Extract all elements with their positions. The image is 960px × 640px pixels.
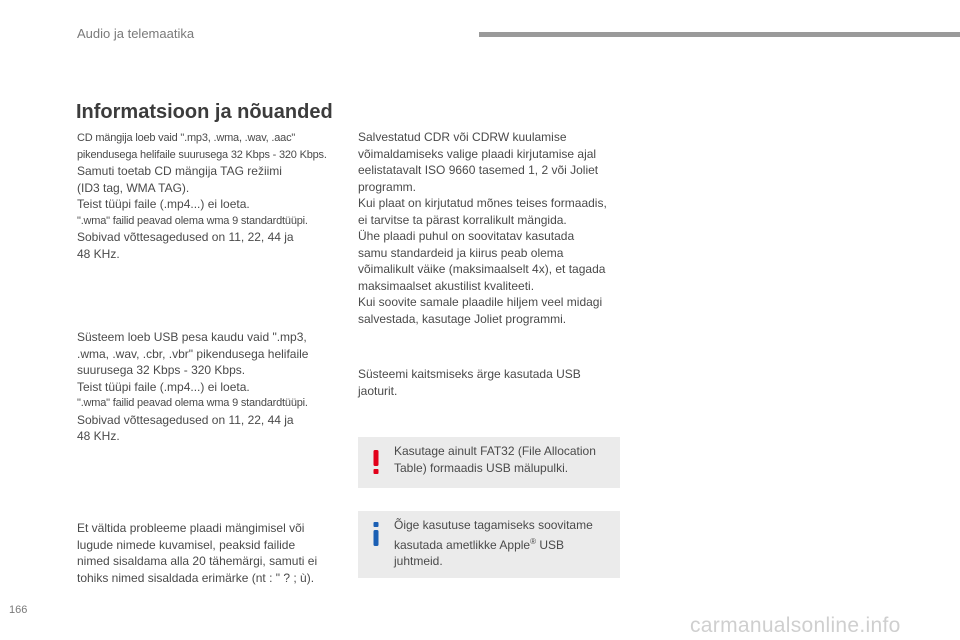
text-line: Kui plaat on kirjutatud mõnes teises formaadis,	[358, 196, 607, 210]
registered-mark: ®	[530, 536, 536, 546]
info-note-text	[394, 517, 608, 570]
text-line: Süsteem loeb USB pesa kaudu vaid ".mp3,	[77, 330, 307, 344]
text-line: CD mängija loeb vaid ".mp3, .wma, .wav, .aac"	[77, 132, 296, 144]
text-line: 48 KHz.	[77, 429, 120, 443]
text-line: Süsteemi kaitsmiseks ärge kasutada USB	[358, 367, 581, 381]
left-block-cd	[77, 130, 352, 262]
text-line: Ühe plaadi puhul on soovitatav kasutada	[358, 229, 575, 243]
warning-note-text	[394, 443, 608, 476]
text-line: samu standardeid ja kiirus peab olema	[358, 245, 564, 260]
text-line: Sobivad võttesagedused on 11, 22, 44 ja	[77, 412, 294, 427]
header-bar	[479, 32, 960, 37]
text-line: Õige kasutuse tagamiseks soovitame	[394, 518, 593, 532]
text-line: Table) formaadis USB mälupulki.	[394, 460, 569, 475]
left-block-usb	[77, 329, 352, 445]
text-line: Kui soovite samale plaadile hiljem veel midagi	[358, 295, 603, 309]
right-block-usb-hub	[358, 366, 628, 399]
info-bar	[374, 530, 379, 546]
text-line: jaoturit.	[358, 383, 398, 398]
text-line: nimed sisaldama alla 20 tähemärgi, samuti ei	[77, 554, 318, 568]
text-line: ".wma" failid peavad olema wma 9 standardtüüpi.	[77, 214, 308, 227]
exclamation-icon	[368, 449, 384, 475]
text-line: (ID3 tag, WMA TAG).	[77, 180, 190, 195]
page-title: Informatsioon ja nõuanded	[76, 101, 333, 123]
text-line: Et vältida probleeme plaadi mängimisel või	[77, 521, 305, 535]
text-line: tohiks nimed sisaldada erimärke (nt : " ? ; ù).	[77, 570, 315, 585]
text-line: ei tarvitse ta pärast korralikult mängida.	[358, 212, 567, 227]
text-line: maksimaalset akustilist kvaliteeti.	[358, 278, 535, 293]
page-number: 166	[9, 604, 28, 616]
text-line: 48 KHz.	[77, 246, 120, 261]
left-block-filenames	[77, 520, 352, 586]
info-note	[358, 511, 620, 578]
text-line: Teist tüüpi faile (.mp4...) ei loeta.	[77, 197, 250, 211]
text-line: ".wma" failid peavad olema wma 9 standardtüüpi.	[77, 397, 308, 409]
text-line: Kasutage ainult FAT32 (File Allocation	[394, 444, 596, 458]
warning-note	[358, 437, 620, 488]
text-line: juhtmeid.	[394, 554, 443, 568]
text-line: programm.	[358, 179, 417, 194]
info-icon	[368, 521, 384, 547]
text-line: .wma, .wav, .cbr, .vbr" pikendusega helifaile	[77, 346, 309, 361]
text-line: Teist tüüpi faile (.mp4...) ei loeta.	[77, 379, 250, 394]
section-title: Audio ja telemaatika	[77, 26, 195, 41]
exclamation-bar	[374, 450, 379, 466]
text-line: salvestada, kasutage Joliet programmi.	[358, 311, 567, 326]
watermark: carmanualsonline.info	[690, 614, 901, 637]
text-line: pikendusega helifaile suurusega 32 Kbps - 320 Kbps.	[77, 148, 327, 161]
text-line: Salvestatud CDR või CDRW kuulamise	[358, 130, 567, 144]
exclamation-dot	[374, 469, 379, 474]
info-dot	[374, 522, 379, 527]
right-block-cdr	[358, 129, 628, 327]
text-line: võimalikult väike (maksimaalselt 4x), et tagada	[358, 262, 606, 276]
text-line: Samuti toetab CD mängija TAG režiimi	[77, 164, 282, 178]
text-line: võimaldamiseks valige plaadi kirjutamise ajal	[358, 146, 597, 161]
text-line: eelistatavalt ISO 9660 tasemed 1, 2 või Joliet	[358, 163, 599, 177]
text-line: suurusega 32 Kbps - 320 Kbps.	[77, 363, 246, 377]
text-line: lugude nimede kuvamisel, peaksid failide	[77, 537, 296, 552]
text-line	[394, 534, 608, 554]
text-line: Sobivad võttesagedused on 11, 22, 44 ja	[77, 230, 294, 244]
text-fragment: USB	[536, 537, 565, 552]
text-fragment: kasutada ametlikke Apple	[394, 537, 531, 552]
